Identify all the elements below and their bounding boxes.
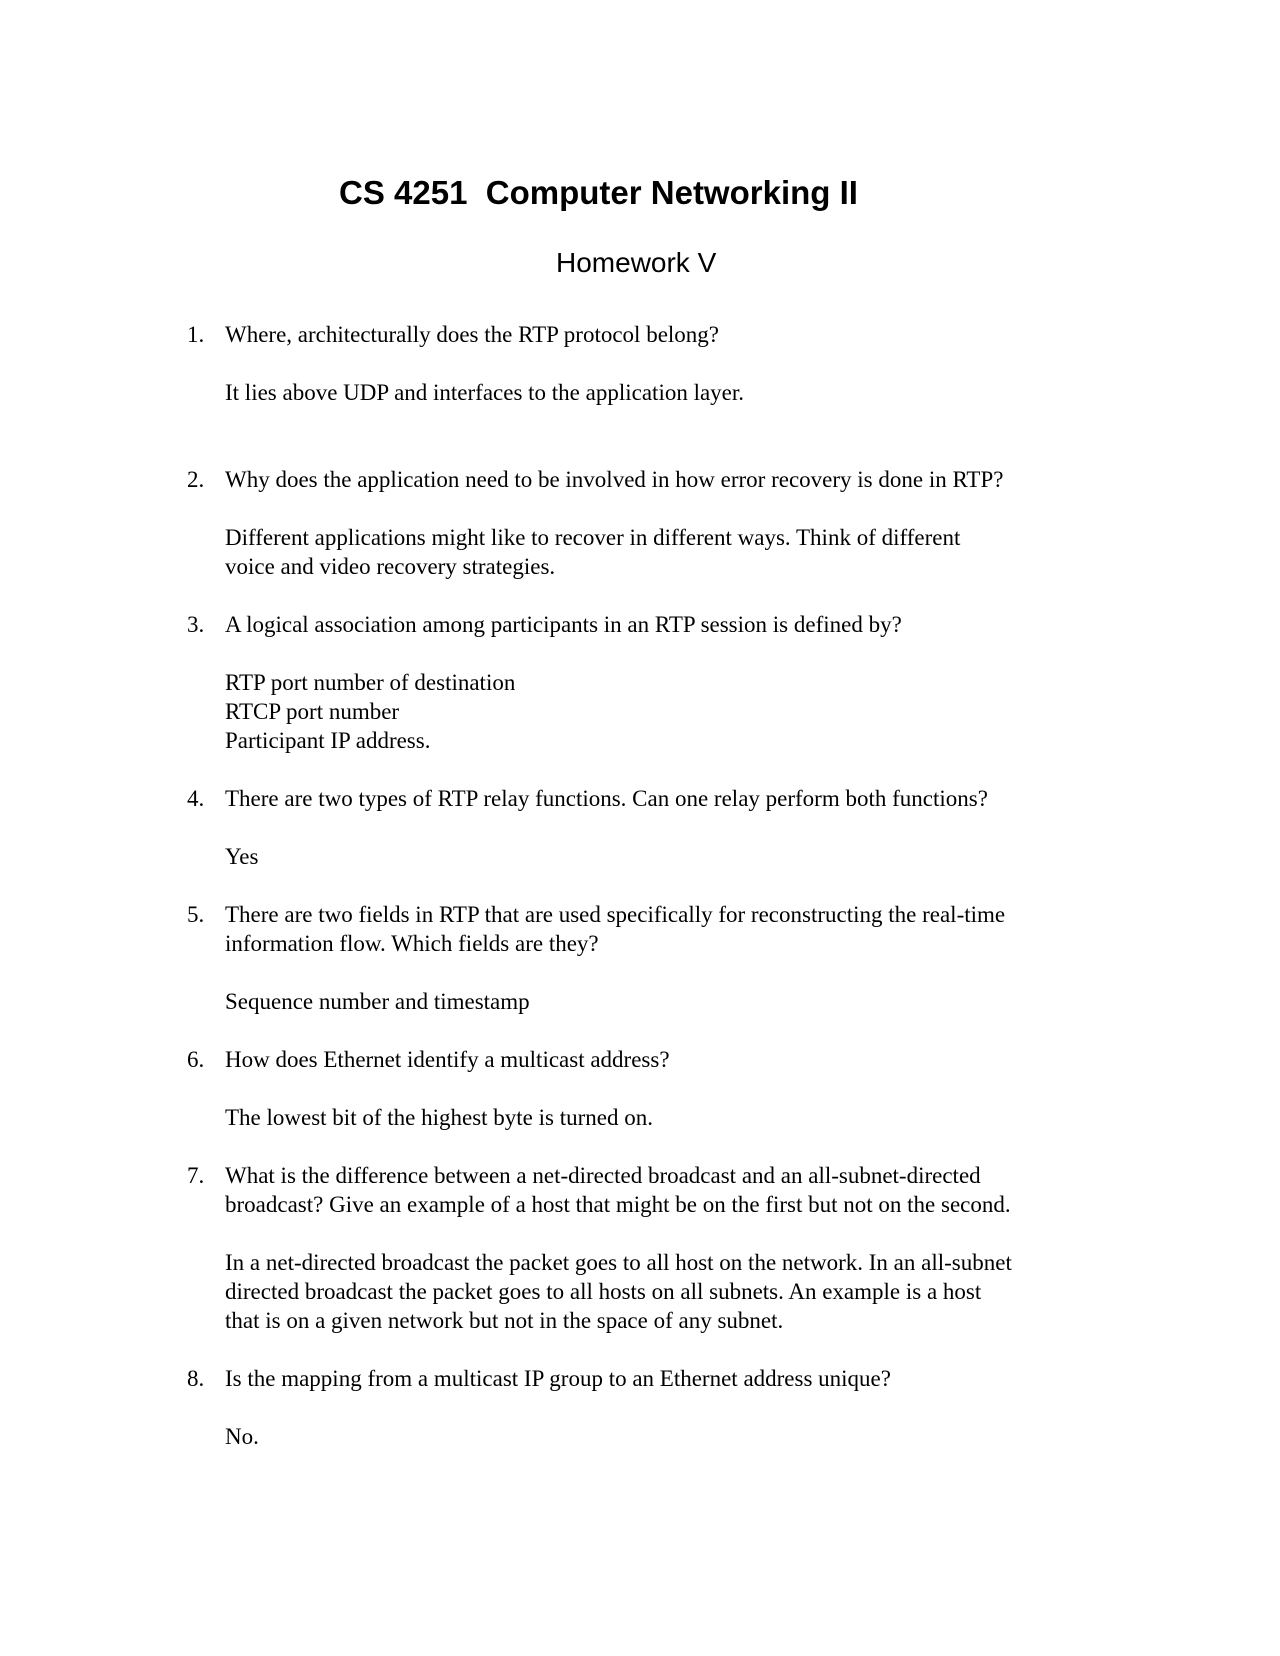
question-text bbox=[225, 900, 1087, 958]
answer-line: Participant IP address. bbox=[225, 728, 431, 753]
answer-line: Sequence number and timestamp bbox=[225, 989, 530, 1014]
question-5 bbox=[187, 900, 1087, 958]
question-number: 7. bbox=[187, 1163, 205, 1188]
answer-line: Different applications might like to recover in different ways. Think of different bbox=[225, 525, 961, 550]
question-line: What is the difference between a net-directed broadcast and an all-subnet-directed bbox=[225, 1163, 981, 1188]
question-1 bbox=[187, 320, 1087, 349]
answer-line: It lies above UDP and interfaces to the application layer. bbox=[225, 380, 745, 405]
question-8 bbox=[187, 1364, 1087, 1393]
question-number: 2. bbox=[187, 467, 205, 492]
answer-line: voice and video recovery strategies. bbox=[225, 554, 556, 579]
answer-5 bbox=[225, 987, 1125, 1016]
question-text: There are two types of RTP relay functions. Can one relay perform both functions? bbox=[225, 786, 988, 811]
page-subtitle: Homework V bbox=[556, 247, 717, 278]
answer-line: In a net-directed broadcast the packet goes to all host on the network. In an all-subnet bbox=[225, 1250, 1012, 1275]
answer-7 bbox=[225, 1248, 1125, 1335]
answer-2 bbox=[225, 523, 1125, 581]
answer-8 bbox=[225, 1422, 1125, 1451]
answer-line: directed broadcast the packet goes to all hosts on all subnets. An example is a host bbox=[225, 1279, 982, 1304]
answer-1 bbox=[225, 378, 1125, 407]
question-number: 8. bbox=[187, 1366, 205, 1391]
question-text: Where, architecturally does the RTP protocol belong? bbox=[225, 322, 720, 347]
answer-6 bbox=[225, 1103, 1125, 1132]
question-number: 1. bbox=[187, 322, 205, 347]
question-number: 6. bbox=[187, 1047, 205, 1072]
answer-line: that is on a given network but not in the space of any subnet. bbox=[225, 1308, 784, 1333]
question-text: Is the mapping from a multicast IP group to an Ethernet address unique? bbox=[225, 1366, 891, 1391]
answer-line: Yes bbox=[225, 844, 259, 869]
question-text bbox=[225, 1161, 1087, 1219]
question-2 bbox=[187, 465, 1087, 494]
answer-4 bbox=[225, 842, 1125, 871]
question-7 bbox=[187, 1161, 1087, 1219]
question-4 bbox=[187, 784, 1087, 813]
question-line: There are two fields in RTP that are used specifically for reconstructing the real-time bbox=[225, 902, 1006, 927]
question-text: Why does the application need to be involved in how error recovery is done in RTP? bbox=[225, 467, 1004, 492]
question-line: broadcast? Give an example of a host that might be on the first but not on the second. bbox=[225, 1192, 1011, 1217]
question-number: 5. bbox=[187, 902, 205, 927]
question-number: 4. bbox=[187, 786, 205, 811]
question-3 bbox=[187, 610, 1087, 639]
question-number: 3. bbox=[187, 612, 205, 637]
answer-3 bbox=[225, 668, 1125, 755]
question-line: information flow. Which fields are they? bbox=[225, 931, 599, 956]
answer-line: RTCP port number bbox=[225, 699, 400, 724]
page-title: CS 4251 Computer Networking II bbox=[339, 174, 858, 211]
answer-line: RTP port number of destination bbox=[225, 670, 516, 695]
question-text: How does Ethernet identify a multicast address? bbox=[225, 1047, 670, 1072]
question-text: A logical association among participants in an RTP session is defined by? bbox=[225, 612, 902, 637]
question-6 bbox=[187, 1045, 1087, 1074]
answer-line: No. bbox=[225, 1424, 259, 1449]
answer-line: The lowest bit of the highest byte is turned on. bbox=[225, 1105, 653, 1130]
